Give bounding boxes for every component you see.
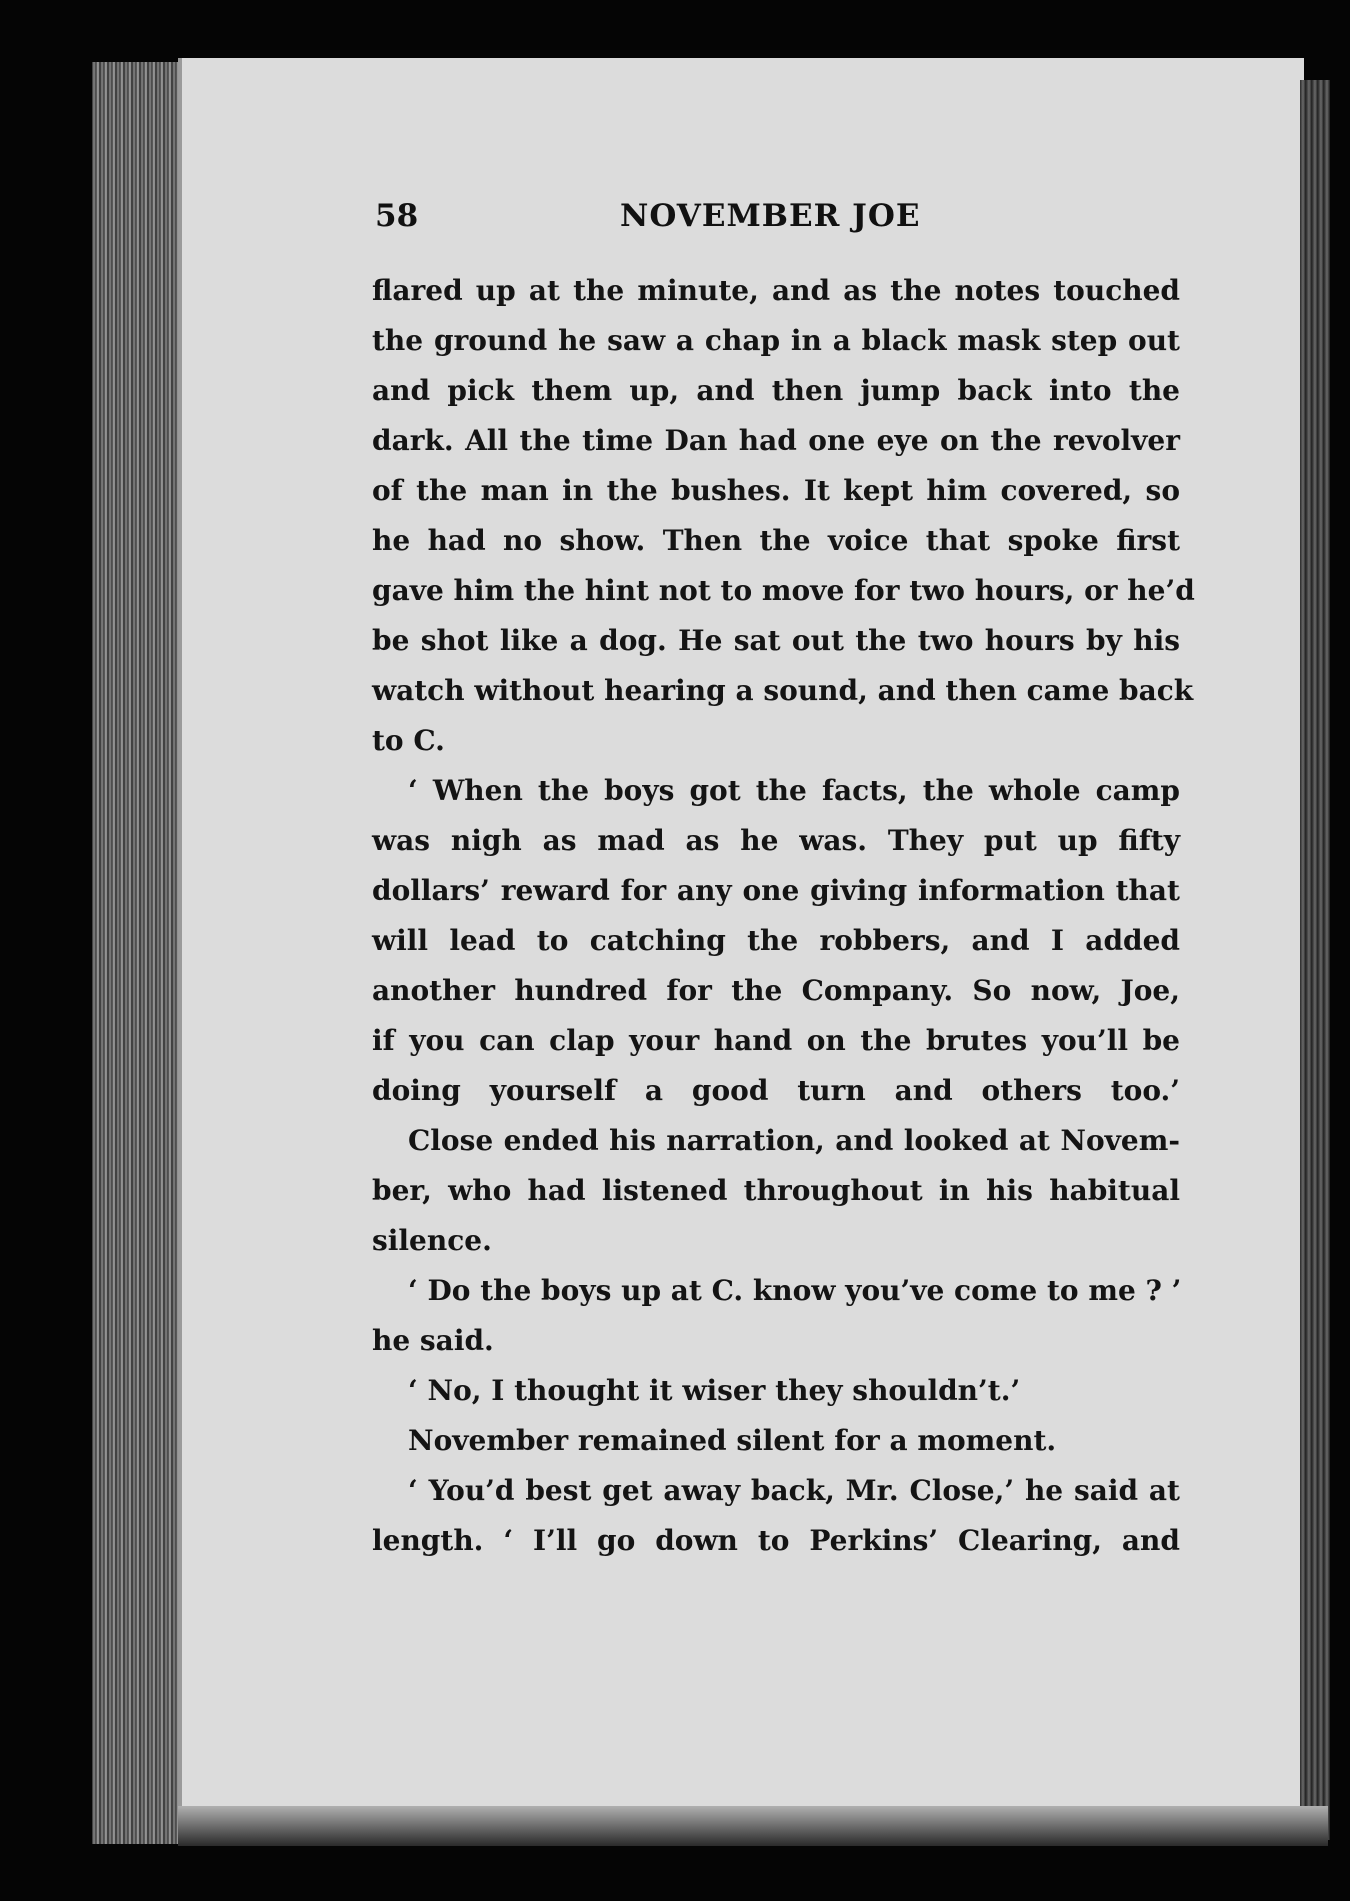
text-line: if you can clap your hand on the brutes you’ll be: [372, 1024, 1180, 1057]
text-line: doing yourself a good turn and others too.’: [372, 1074, 1180, 1107]
text-line: ‘ Do the boys up at C. know you’ve come to me ? ’: [408, 1274, 1182, 1307]
text-line: ber, who had listened throughout in his habitual: [372, 1174, 1180, 1207]
text-line: watch without hearing a sound, and then came back: [372, 674, 1194, 707]
page-header: [375, 198, 1175, 248]
text-line: Close ended his narration, and looked at Novem-: [408, 1124, 1180, 1157]
page-number: 58: [375, 198, 419, 234]
text-line: was nigh as mad as he was. They put up fifty: [372, 824, 1180, 857]
text-line: he said.: [372, 1324, 494, 1357]
text-line: flared up at the minute, and as the notes touched: [372, 274, 1180, 307]
book-spine-edge: [92, 62, 190, 1844]
text-line: to C.: [372, 724, 445, 757]
text-line: will lead to catching the robbers, and I added: [372, 924, 1180, 957]
text-line: and pick them up, and then jump back into the: [372, 374, 1180, 407]
page-bottom-shadow: [178, 1806, 1328, 1846]
text-line: of the man in the bushes. It kept him covered, so: [372, 474, 1180, 507]
text-line: dark. All the time Dan had one eye on the revolver: [372, 424, 1180, 457]
text-line: gave him the hint not to move for two hours, or he’d: [372, 574, 1195, 607]
text-line: November remained silent for a moment.: [408, 1424, 1057, 1457]
book-right-edge: [1300, 80, 1330, 1840]
text-line: length. ‘ I’ll go down to Perkins’ Clearing, and: [372, 1524, 1180, 1557]
text-line: ‘ No, I thought it wiser they shouldn’t.’: [408, 1374, 1021, 1407]
body-text: [372, 266, 1195, 1566]
text-line: ‘ When the boys got the facts, the whole camp: [408, 774, 1180, 807]
text-line: ‘ You’d best get away back, Mr. Close,’ he said at: [408, 1474, 1180, 1507]
text-line: another hundred for the Company. So now, Joe,: [372, 974, 1180, 1007]
text-line: silence.: [372, 1224, 492, 1257]
running-title: NOVEMBER JOE: [620, 198, 921, 234]
text-line: he had no show. Then the voice that spoke first: [372, 524, 1180, 557]
text-line: be shot like a dog. He sat out the two hours by his: [372, 624, 1180, 657]
text-line: the ground he saw a chap in a black mask step out: [372, 324, 1180, 357]
text-line: dollars’ reward for any one giving information that: [372, 874, 1180, 907]
